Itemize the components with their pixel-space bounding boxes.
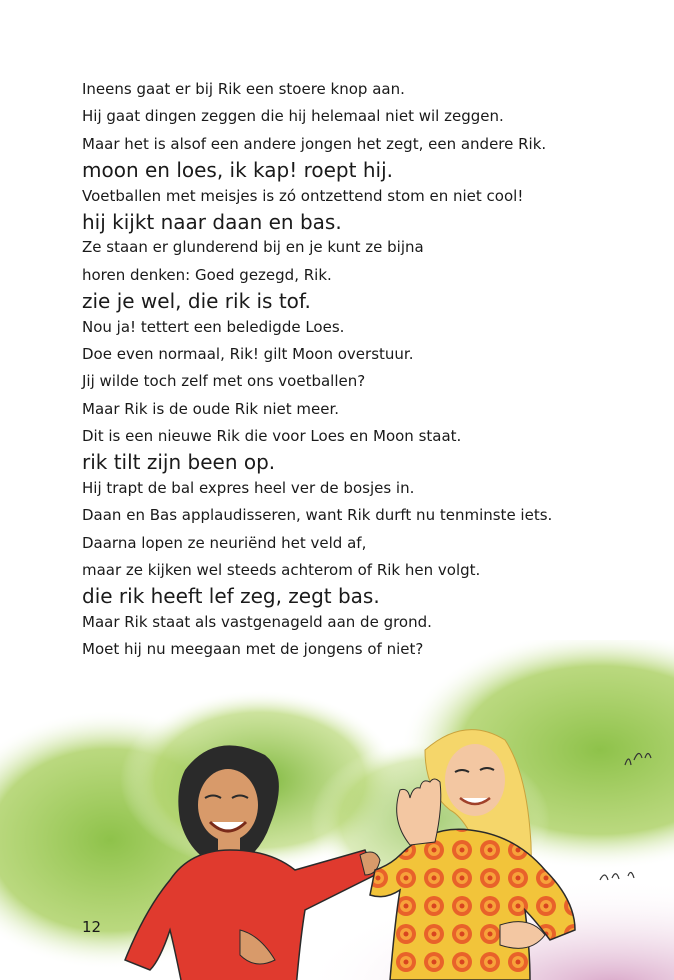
story-line: Nou ja! tettert een beledigde Loes. — [82, 317, 345, 336]
story-line: Jij wilde toch zelf met ons voetballen? — [82, 372, 366, 391]
story-line: Ineens gaat er bij Rik een stoere knop aan. — [82, 80, 405, 98]
story-line-large: moon en loes, ik kap! roept hij. — [82, 158, 393, 183]
story-line-large: rik tilt zijn been op. — [82, 450, 276, 475]
story-text — [82, 78, 642, 666]
story-line: Moet hij nu meegaan met de jongens of niet? — [82, 640, 424, 659]
story-line: Maar het is alsof een andere jongen het zegt, een andere Rik. — [82, 134, 547, 153]
illustration — [0, 640, 674, 980]
story-line-large: die rik heeft lef zeg, zegt bas. — [82, 584, 380, 609]
story-line: horen denken: Goed gezegd, Rik. — [82, 265, 332, 284]
story-line: Voetballen met meisjes is zó ontzettend stom en niet cool! — [82, 186, 524, 205]
story-line: Hij gaat dingen zeggen die hij helemaal niet wil zeggen. — [82, 107, 504, 126]
page-number: 12 — [82, 918, 102, 936]
story-line-large: zie je wel, die rik is tof. — [82, 289, 311, 314]
story-line: Hij trapt de bal expres heel ver de bosjes in. — [82, 478, 415, 497]
story-line: Daarna lopen ze neuriënd het veld af, — [82, 533, 367, 552]
story-line-large: hij kijkt naar daan en bas. — [82, 209, 342, 234]
story-line: Dit is een nieuwe Rik die voor Loes en Moon staat. — [82, 427, 462, 446]
story-line: Daan en Bas applaudisseren, want Rik durft nu tenminste iets. — [82, 506, 553, 525]
story-line: Maar Rik is de oude Rik niet meer. — [82, 399, 339, 418]
story-line: Maar Rik staat als vastgenageld aan de grond. — [82, 612, 432, 631]
story-line: Doe even normaal, Rik! gilt Moon overstuur. — [82, 344, 414, 363]
story-line: Ze staan er glunderend bij en je kunt ze bijna — [82, 238, 424, 257]
story-line: maar ze kijken wel steeds achterom of Rik hen volgt. — [82, 561, 481, 580]
